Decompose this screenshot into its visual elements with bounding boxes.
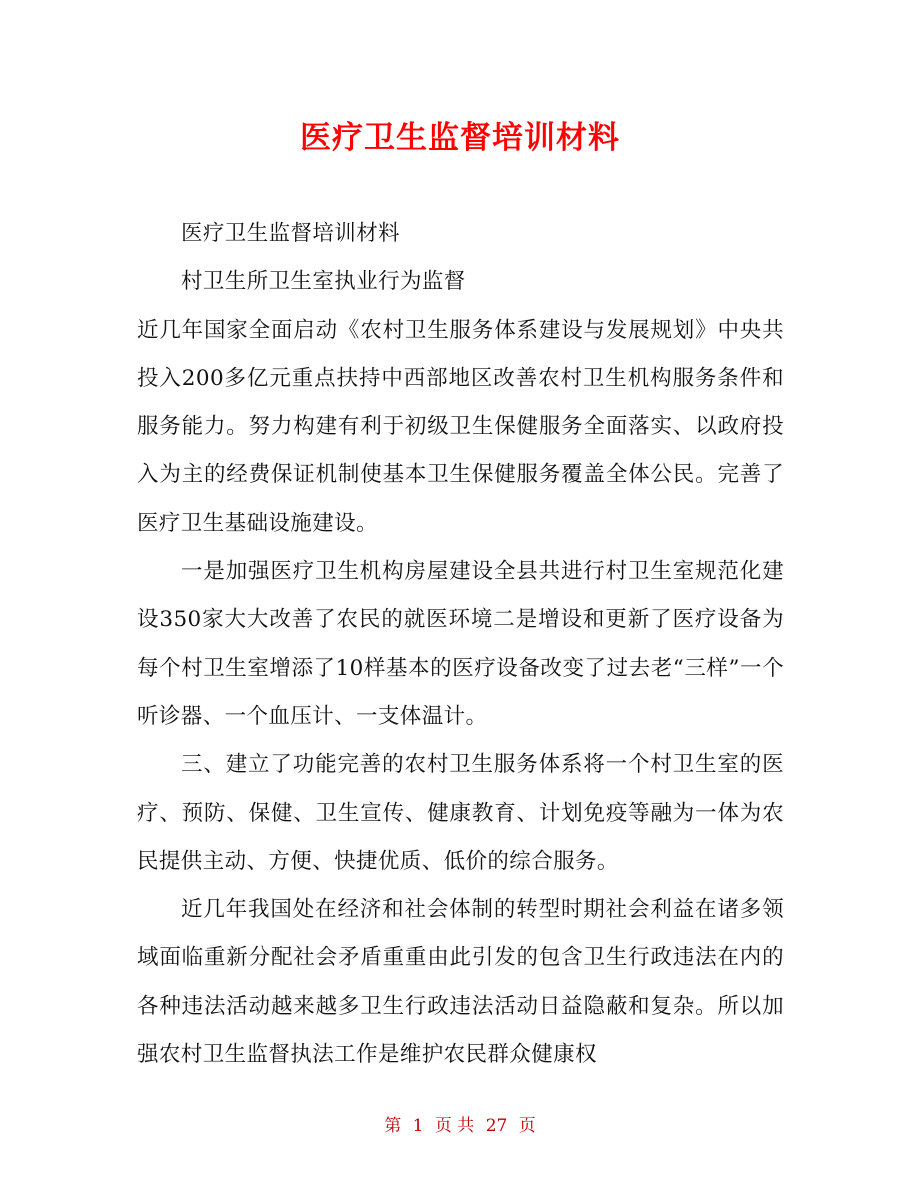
paragraph-enforcement: 近几年我国处在经济和社会体制的转型时期社会利益在诸多领域面临重新分配社会矛盾重重由此引发的包含卫生行政违法在内的各种违法活动越来越多卫生行政违法活动日益隐蔽和复杂。所以加强农村卫生监督执法工作是维护农民群众健康权 (137, 897, 784, 1068)
footer-suffix: 页 (518, 1116, 536, 1136)
page-footer (0, 1113, 920, 1139)
footer-middle: 页 共 (434, 1116, 475, 1136)
footer-current-page: 1 (412, 1116, 424, 1136)
footer-prefix: 第 (384, 1116, 402, 1136)
paragraph-intro: 近几年国家全面启动《农村卫生服务体系建设与发展规划》中央共投入200多亿元重点扶持中西部地区改善农村卫生机构服务条件和服务能力。努力构建有利于初级卫生保健服务全面落实、以政府投入为主的经费保证机制使基本卫生保健服务覆盖全体公民。完善了医疗卫生基础设施建设。 (137, 317, 784, 536)
footer-total-pages: 27 (485, 1116, 508, 1136)
paragraph-point-three: 三、建立了功能完善的农村卫生服务体系将一个村卫生室的医疗、预防、保健、卫生宣传、健康教育、计划免疫等融为一体为农民提供主动、方便、快捷优质、低价的综合服务。 (137, 752, 784, 874)
paragraph-point-one-two: 一是加强医疗卫生机构房屋建设全县共进行村卫生室规范化建设350家大大改善了农民的就医环境二是增设和更新了医疗设备为每个村卫生室增添了10样基本的医疗设备改变了过去老“三样”一个听诊器、一个血压计、一支体温计。 (137, 559, 784, 729)
paragraph-subtitle: 医疗卫生监督培训材料 (181, 221, 401, 246)
paragraph-section-heading: 村卫生所卫生室执业行为监督 (181, 269, 466, 295)
document-title: 医疗卫生监督培训材料 (300, 120, 620, 156)
document-body (137, 210, 784, 1079)
